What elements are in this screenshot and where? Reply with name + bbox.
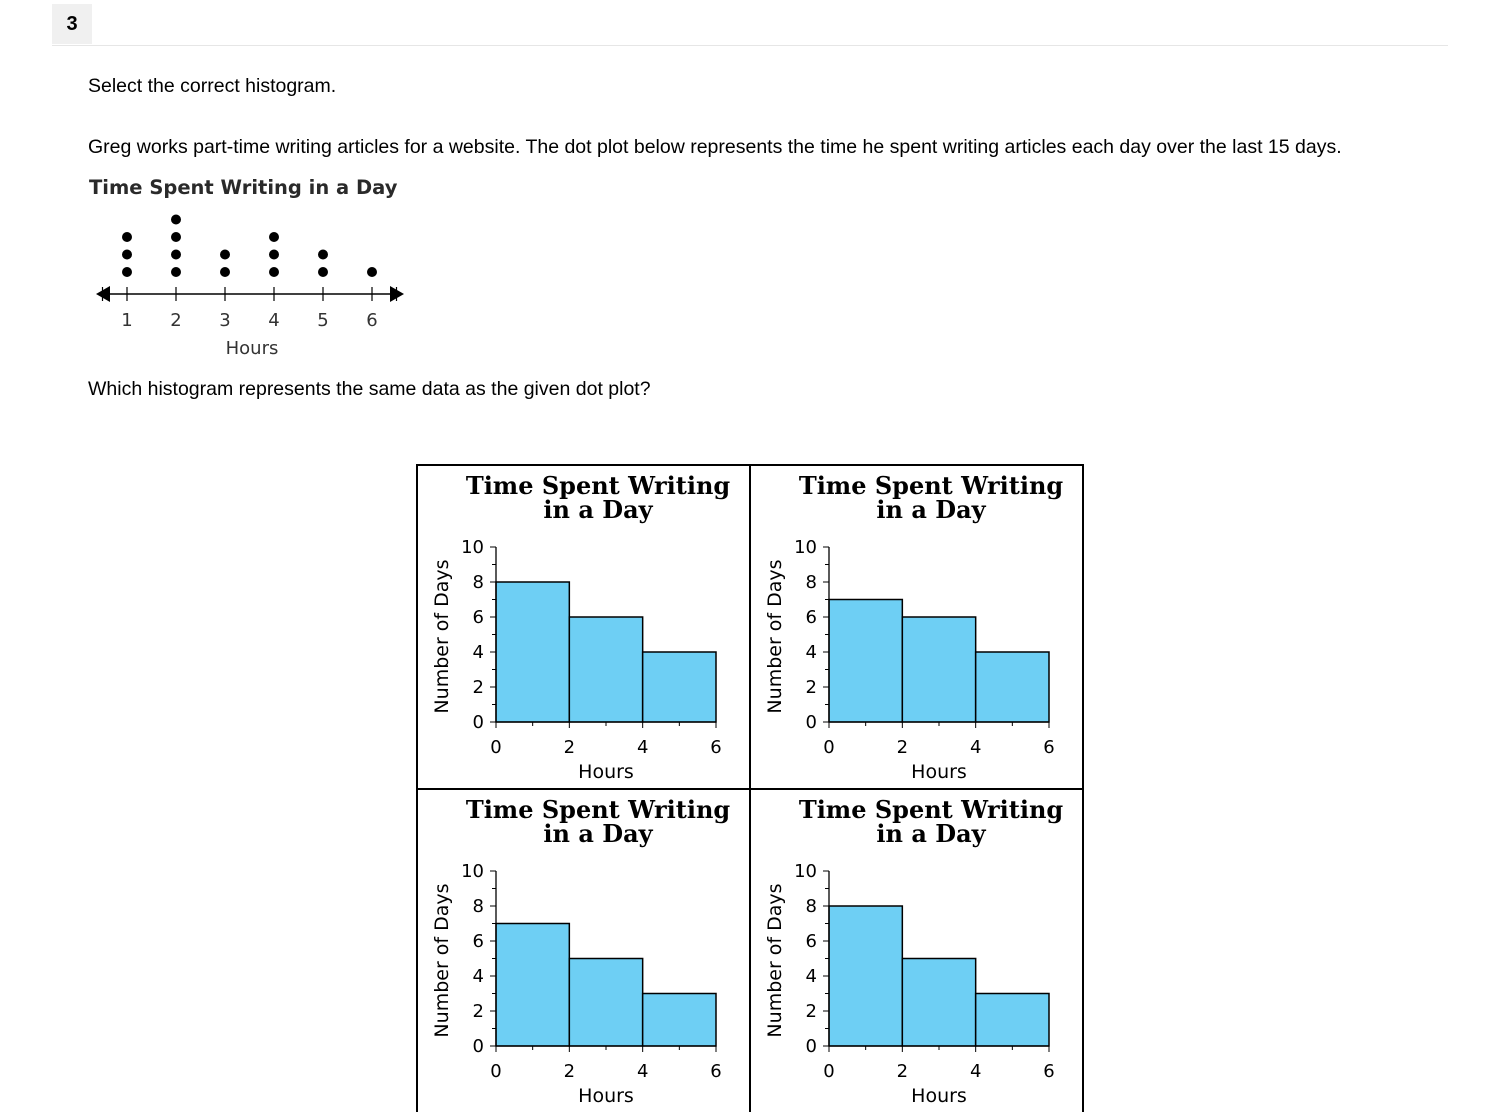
- histogram-y-tick-label: 4: [805, 966, 817, 987]
- histogram-x-tick-label: 4: [636, 737, 649, 758]
- histogram-y-label: Number of Days: [431, 883, 453, 1038]
- histogram-y-tick-label: 2: [472, 677, 484, 698]
- histogram-bar: [829, 600, 902, 723]
- histogram-bar: [643, 994, 716, 1047]
- dot-plot-dot: [318, 250, 328, 260]
- dot-plot-title: Time Spent Writing in a Day: [89, 176, 398, 199]
- histogram-x-tick-label: 0: [823, 737, 835, 758]
- histogram-x-tick-label: 2: [896, 1061, 909, 1082]
- histogram-y-tick-label: 4: [805, 642, 817, 663]
- histogram-y-tick-label: 8: [805, 896, 817, 917]
- histogram-y-tick-label: 0: [805, 1036, 817, 1057]
- option-histogram-a[interactable]: [416, 464, 751, 790]
- dot-plot-dot: [122, 267, 132, 277]
- histogram-x-label: Hours: [578, 761, 634, 783]
- histogram-x-tick-label: 0: [490, 737, 502, 758]
- histogram-y-tick-label: 4: [472, 966, 484, 987]
- histogram-x-tick-label: 6: [1043, 1061, 1055, 1082]
- dot-plot-dot: [367, 267, 377, 277]
- dot-plot: [92, 208, 412, 368]
- dot-plot-dot: [318, 267, 328, 277]
- dot-plot-dot: [171, 215, 181, 225]
- histogram-x-tick-label: 0: [823, 1061, 835, 1082]
- histogram-y-tick-label: 0: [472, 1036, 484, 1057]
- dot-plot-dot: [171, 232, 181, 242]
- option-histogram-c[interactable]: [416, 788, 751, 1112]
- instruction-text: Select the correct histogram.: [88, 75, 337, 97]
- dot-plot-tick-label: 6: [366, 310, 378, 331]
- histogram-y-tick-label: 0: [472, 712, 484, 733]
- dot-plot-dot: [220, 267, 230, 277]
- histogram-x-tick-label: 0: [490, 1061, 502, 1082]
- histogram-bar: [829, 906, 902, 1046]
- histogram-y-label: Number of Days: [764, 883, 786, 1038]
- dot-plot-tick-label: 3: [219, 310, 231, 331]
- histogram-y-tick-label: 10: [461, 861, 484, 882]
- histogram-bar: [643, 652, 716, 722]
- dot-plot-dot: [122, 250, 132, 260]
- dot-plot-dot: [269, 250, 279, 260]
- histogram-y-tick-label: 2: [805, 677, 817, 698]
- question-text: Which histogram represents the same data as the given dot plot?: [88, 378, 651, 400]
- histogram-y-tick-label: 8: [472, 896, 484, 917]
- histogram-y-tick-label: 8: [472, 572, 484, 593]
- histogram-x-tick-label: 4: [636, 1061, 649, 1082]
- histogram-d: [751, 790, 1081, 1111]
- histogram-bar: [902, 959, 975, 1047]
- option-histogram-d[interactable]: [749, 788, 1084, 1112]
- histogram-title-line-2: in a Day: [876, 495, 986, 524]
- histogram-x-label: Hours: [578, 1085, 634, 1107]
- dot-plot-dot: [269, 267, 279, 277]
- histogram-x-tick-label: 2: [896, 737, 909, 758]
- histogram-title-line-1: Time Spent Writing: [798, 795, 1064, 824]
- header-divider: [52, 45, 1448, 46]
- histogram-title-line-1: Time Spent Writing: [465, 795, 731, 824]
- histogram-title-line-2: in a Day: [876, 819, 986, 848]
- histogram-y-tick-label: 6: [472, 607, 484, 628]
- dot-plot-x-label: Hours: [225, 338, 279, 359]
- histogram-a: [418, 466, 748, 787]
- histogram-bar: [902, 617, 975, 722]
- histogram-bar: [569, 617, 642, 722]
- histogram-x-tick-label: 6: [710, 737, 722, 758]
- dot-plot-tick-label: 5: [317, 310, 329, 331]
- histogram-x-label: Hours: [911, 761, 967, 783]
- histogram-y-label: Number of Days: [764, 559, 786, 714]
- histogram-x-tick-label: 6: [1043, 737, 1055, 758]
- histogram-y-tick-label: 6: [805, 931, 817, 952]
- histogram-y-tick-label: 0: [805, 712, 817, 733]
- histogram-x-tick-label: 2: [563, 737, 576, 758]
- dot-plot-dot: [122, 232, 132, 242]
- dot-plot-tick-label: 2: [170, 310, 182, 331]
- histogram-bar: [496, 924, 569, 1047]
- histogram-x-tick-label: 4: [969, 1061, 982, 1082]
- histogram-y-tick-label: 10: [794, 537, 817, 558]
- dot-plot-dot: [171, 267, 181, 277]
- dot-plot-dot: [220, 250, 230, 260]
- histogram-x-tick-label: 2: [563, 1061, 576, 1082]
- histogram-y-tick-label: 10: [461, 537, 484, 558]
- histogram-y-tick-label: 8: [805, 572, 817, 593]
- histogram-c: [418, 790, 748, 1111]
- dot-plot-dot: [269, 232, 279, 242]
- histogram-b: [751, 466, 1081, 787]
- histogram-title-line-2: in a Day: [543, 495, 653, 524]
- histogram-bar: [976, 994, 1049, 1047]
- histogram-y-tick-label: 6: [472, 931, 484, 952]
- histogram-x-tick-label: 6: [710, 1061, 722, 1082]
- histogram-bar: [496, 582, 569, 722]
- histogram-title-line-1: Time Spent Writing: [798, 471, 1064, 500]
- histogram-bar: [976, 652, 1049, 722]
- histogram-title-line-2: in a Day: [543, 819, 653, 848]
- histogram-title-line-1: Time Spent Writing: [465, 471, 731, 500]
- option-histogram-b[interactable]: [749, 464, 1084, 790]
- histogram-x-label: Hours: [911, 1085, 967, 1107]
- histogram-y-tick-label: 2: [805, 1001, 817, 1022]
- dot-plot-tick-label: 1: [121, 310, 133, 331]
- histogram-options: [416, 464, 1084, 1112]
- histogram-y-tick-label: 10: [794, 861, 817, 882]
- histogram-bar: [569, 959, 642, 1047]
- histogram-y-tick-label: 6: [805, 607, 817, 628]
- dot-plot-dot: [171, 250, 181, 260]
- dot-plot-tick-label: 4: [268, 310, 280, 331]
- question-number: 3: [52, 4, 92, 44]
- histogram-x-tick-label: 4: [969, 737, 982, 758]
- histogram-y-label: Number of Days: [431, 559, 453, 714]
- histogram-y-tick-label: 4: [472, 642, 484, 663]
- histogram-y-tick-label: 2: [472, 1001, 484, 1022]
- prompt-text: Greg works part-time writing articles for a website. The dot plot below represents the time he spent writing articles each day over the last 15 days.: [88, 136, 1342, 158]
